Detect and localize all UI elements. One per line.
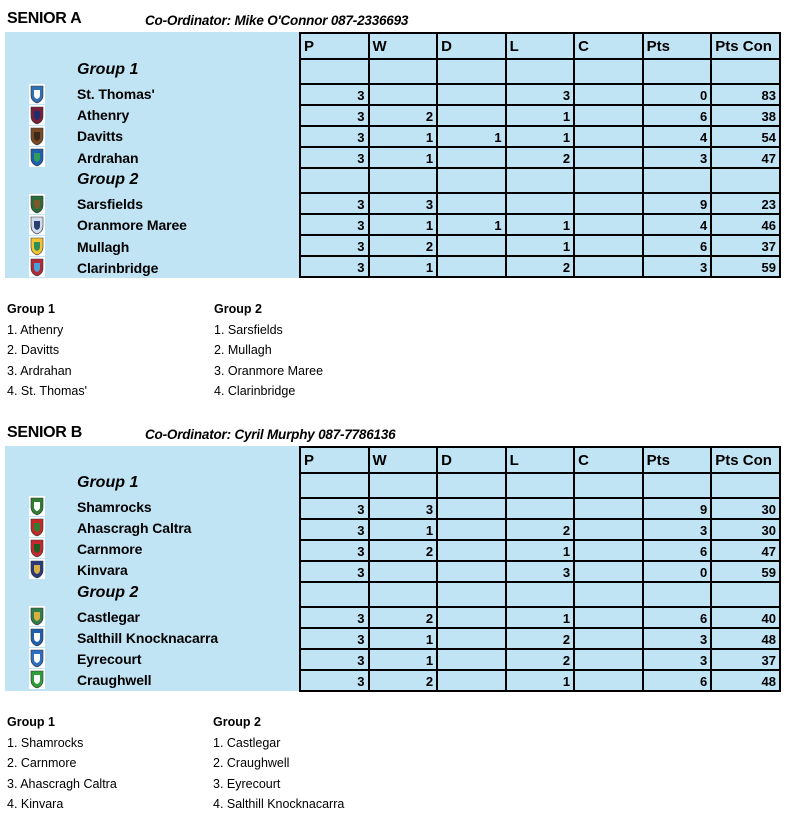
column-header-pts-con: Pts Con xyxy=(711,447,780,473)
oranmore-maree-crest-icon xyxy=(27,215,47,235)
cell-c xyxy=(574,84,643,105)
cell-d xyxy=(437,193,506,214)
table-row xyxy=(300,256,780,277)
empty-cell xyxy=(369,168,438,193)
cell-p: 3 xyxy=(300,519,369,540)
final-position-item: 4. Kinvara xyxy=(7,797,64,811)
cell-w: 1 xyxy=(369,628,438,649)
final-positions-heading: Group 1 xyxy=(7,715,55,729)
eyrecourt-crest-icon xyxy=(27,648,47,668)
final-positions-group-2 xyxy=(214,299,323,402)
cell-pts-con: 47 xyxy=(711,147,780,168)
cell-d xyxy=(437,628,506,649)
cell-c xyxy=(574,519,643,540)
column-header-c: C xyxy=(574,33,643,59)
cell-w: 1 xyxy=(369,519,438,540)
group-label: Group 1 xyxy=(77,61,139,78)
cell-l: 1 xyxy=(506,105,575,126)
group-rows xyxy=(300,59,780,168)
cell-w: 2 xyxy=(369,670,438,691)
cell-c xyxy=(574,670,643,691)
table-header-row xyxy=(300,33,780,59)
empty-cell xyxy=(300,582,369,607)
team-name: Sarsfields xyxy=(77,196,143,212)
empty-cell xyxy=(643,473,712,498)
cell-c xyxy=(574,561,643,582)
table-row xyxy=(300,540,780,561)
cell-l: 3 xyxy=(506,561,575,582)
group-spacer-row xyxy=(300,582,780,607)
cell-pts: 9 xyxy=(643,193,712,214)
cell-pts: 6 xyxy=(643,670,712,691)
cell-d xyxy=(437,498,506,519)
table-row xyxy=(300,649,780,670)
column-header-l: L xyxy=(506,447,575,473)
cell-c xyxy=(574,105,643,126)
cell-w: 2 xyxy=(369,607,438,628)
column-header-pts-con: Pts Con xyxy=(711,33,780,59)
ahascragh-caltra-crest-icon xyxy=(27,517,47,537)
cell-p: 3 xyxy=(300,256,369,277)
cell-pts: 3 xyxy=(643,649,712,670)
cell-pts: 6 xyxy=(643,607,712,628)
table-row xyxy=(300,235,780,256)
final-position-item: 3. Eyrecourt xyxy=(213,776,281,791)
group-spacer-row xyxy=(300,168,780,193)
column-header-l: L xyxy=(506,33,575,59)
team-labels-background xyxy=(5,446,299,691)
empty-cell xyxy=(437,473,506,498)
standings-table xyxy=(299,446,781,692)
cell-p: 3 xyxy=(300,214,369,235)
empty-cell xyxy=(574,168,643,193)
cell-l xyxy=(506,193,575,214)
final-positions-heading: Group 2 xyxy=(214,302,262,316)
final-position-item: 2. Mullagh xyxy=(214,343,272,357)
standings-table xyxy=(299,32,781,278)
empty-cell xyxy=(711,168,780,193)
empty-cell xyxy=(574,582,643,607)
cell-pts: 0 xyxy=(643,84,712,105)
cell-c xyxy=(574,649,643,670)
cell-p: 3 xyxy=(300,105,369,126)
cell-l: 2 xyxy=(506,628,575,649)
st-thomas-crest-icon xyxy=(27,84,47,104)
cell-d xyxy=(437,561,506,582)
team-labels-background xyxy=(5,32,299,278)
final-position-item: 4. Salthill Knocknacarra xyxy=(213,797,345,811)
table-row xyxy=(300,193,780,214)
cell-l: 2 xyxy=(506,256,575,277)
final-positions-group-2 xyxy=(213,712,344,815)
cell-l: 1 xyxy=(506,607,575,628)
final-positions-heading: Group 1 xyxy=(7,302,55,316)
cell-l: 3 xyxy=(506,84,575,105)
cell-p: 3 xyxy=(300,235,369,256)
cell-w: 3 xyxy=(369,498,438,519)
table-row xyxy=(300,607,780,628)
empty-cell xyxy=(369,582,438,607)
final-positions-group-1 xyxy=(7,299,87,402)
cell-l: 1 xyxy=(506,235,575,256)
table-row xyxy=(300,519,780,540)
cell-pts-con: 30 xyxy=(711,519,780,540)
group-spacer-row xyxy=(300,59,780,84)
standings-block xyxy=(5,446,781,692)
cell-c xyxy=(574,147,643,168)
mullagh-crest-icon xyxy=(27,236,47,256)
cell-c xyxy=(574,540,643,561)
section-title: SENIOR A xyxy=(7,10,82,27)
cell-d xyxy=(437,607,506,628)
team-name: Ardrahan xyxy=(77,150,139,166)
cell-pts-con: 46 xyxy=(711,214,780,235)
final-position-item: 2. Carnmore xyxy=(7,756,77,770)
clarinbridge-crest-icon xyxy=(27,257,47,277)
cell-w xyxy=(369,84,438,105)
salthill-knocknacarra-crest-icon xyxy=(27,627,47,647)
team-name: Carnmore xyxy=(77,541,143,557)
team-name: Castlegar xyxy=(77,609,140,625)
cell-l: 2 xyxy=(506,147,575,168)
team-name: Athenry xyxy=(77,107,130,123)
column-header-pts: Pts xyxy=(643,447,712,473)
cell-c xyxy=(574,256,643,277)
team-name: St. Thomas' xyxy=(77,86,155,102)
final-position-item: 1. Shamrocks xyxy=(7,735,84,750)
cell-p: 3 xyxy=(300,649,369,670)
column-header-p: P xyxy=(300,33,369,59)
team-name: Craughwell xyxy=(77,672,152,688)
empty-cell xyxy=(300,59,369,84)
table-row xyxy=(300,561,780,582)
athenry-crest-icon xyxy=(27,105,47,125)
cell-pts-con: 38 xyxy=(711,105,780,126)
ardrahan-crest-icon xyxy=(27,147,47,167)
table-row xyxy=(300,105,780,126)
team-name: Salthill Knocknacarra xyxy=(77,630,219,646)
cell-l: 1 xyxy=(506,540,575,561)
cell-l: 1 xyxy=(506,214,575,235)
cell-p: 3 xyxy=(300,84,369,105)
cell-d xyxy=(437,540,506,561)
column-header-w: W xyxy=(369,33,438,59)
empty-cell xyxy=(643,59,712,84)
cell-c xyxy=(574,126,643,147)
standings-block xyxy=(5,32,781,279)
cell-pts-con: 30 xyxy=(711,498,780,519)
cell-pts-con: 83 xyxy=(711,84,780,105)
empty-cell xyxy=(506,582,575,607)
empty-cell xyxy=(437,168,506,193)
empty-cell xyxy=(300,473,369,498)
column-header-d: D xyxy=(437,33,506,59)
table-row xyxy=(300,498,780,519)
cell-w xyxy=(369,561,438,582)
cell-p: 3 xyxy=(300,147,369,168)
cell-d xyxy=(437,84,506,105)
empty-cell xyxy=(369,473,438,498)
group-rows xyxy=(300,582,780,691)
column-header-w: W xyxy=(369,447,438,473)
carnmore-crest-icon xyxy=(27,538,47,558)
cell-w: 2 xyxy=(369,105,438,126)
cell-p: 3 xyxy=(300,498,369,519)
cell-p: 3 xyxy=(300,607,369,628)
table-row xyxy=(300,214,780,235)
empty-cell xyxy=(437,582,506,607)
cell-p: 3 xyxy=(300,540,369,561)
cell-pts-con: 37 xyxy=(711,649,780,670)
coordinator-info: Co-Ordinator: Mike O'Connor 087-2336693 xyxy=(145,13,409,28)
empty-cell xyxy=(506,59,575,84)
table-row xyxy=(300,147,780,168)
empty-cell xyxy=(711,59,780,84)
final-positions-heading: Group 2 xyxy=(213,715,261,729)
final-position-item: 3. Ahascragh Caltra xyxy=(7,776,117,791)
cell-d xyxy=(437,649,506,670)
final-position-item: 3. Ardrahan xyxy=(7,363,72,378)
group-label: Group 2 xyxy=(77,584,139,601)
final-position-item: 4. Clarinbridge xyxy=(214,384,296,398)
cell-pts: 9 xyxy=(643,498,712,519)
cell-pts-con: 23 xyxy=(711,193,780,214)
cell-w: 1 xyxy=(369,126,438,147)
group-spacer-row xyxy=(300,473,780,498)
cell-pts: 0 xyxy=(643,561,712,582)
table-header-row xyxy=(300,447,780,473)
cell-pts: 6 xyxy=(643,235,712,256)
cell-c xyxy=(574,193,643,214)
final-position-item: 2. Davitts xyxy=(7,343,60,357)
team-name: Mullagh xyxy=(77,239,130,255)
cell-w: 3 xyxy=(369,193,438,214)
cell-pts: 3 xyxy=(643,147,712,168)
section-title: SENIOR B xyxy=(7,424,82,441)
cell-pts-con: 54 xyxy=(711,126,780,147)
castlegar-crest-icon xyxy=(27,606,47,626)
cell-l xyxy=(506,498,575,519)
cell-pts: 6 xyxy=(643,105,712,126)
shamrocks-crest-icon xyxy=(27,496,47,516)
cell-pts: 3 xyxy=(643,519,712,540)
cell-pts: 6 xyxy=(643,540,712,561)
cell-pts: 3 xyxy=(643,256,712,277)
cell-p: 3 xyxy=(300,670,369,691)
cell-p: 3 xyxy=(300,126,369,147)
team-name: Ahascragh Caltra xyxy=(77,520,192,536)
cell-w: 1 xyxy=(369,214,438,235)
cell-p: 3 xyxy=(300,193,369,214)
final-positions-group-1 xyxy=(7,712,117,815)
davitts-crest-icon xyxy=(27,126,47,146)
empty-cell xyxy=(506,168,575,193)
final-position-item: 1. Athenry xyxy=(7,322,64,337)
sarsfields-crest-icon xyxy=(27,194,47,214)
table-row xyxy=(300,670,780,691)
cell-w: 1 xyxy=(369,256,438,277)
column-header-d: D xyxy=(437,447,506,473)
cell-p: 3 xyxy=(300,628,369,649)
empty-cell xyxy=(574,473,643,498)
team-name: Clarinbridge xyxy=(77,260,159,276)
column-header-p: P xyxy=(300,447,369,473)
final-position-item: 1. Castlegar xyxy=(213,735,281,750)
cell-w: 2 xyxy=(369,540,438,561)
final-position-item: 3. Oranmore Maree xyxy=(214,363,324,378)
team-name: Davitts xyxy=(77,128,123,144)
cell-pts-con: 47 xyxy=(711,540,780,561)
empty-cell xyxy=(643,582,712,607)
table-row xyxy=(300,628,780,649)
team-name: Eyrecourt xyxy=(77,651,142,667)
cell-pts-con: 59 xyxy=(711,561,780,582)
kinvara-crest-icon xyxy=(27,559,47,579)
cell-c xyxy=(574,498,643,519)
cell-d: 1 xyxy=(437,214,506,235)
craughwell-crest-icon xyxy=(27,669,47,689)
cell-pts-con: 37 xyxy=(711,235,780,256)
coordinator-info: Co-Ordinator: Cyril Murphy 087-7786136 xyxy=(145,427,396,442)
cell-w: 1 xyxy=(369,649,438,670)
empty-cell xyxy=(711,473,780,498)
group-label: Group 2 xyxy=(77,171,139,188)
column-header-c: C xyxy=(574,447,643,473)
cell-p: 3 xyxy=(300,561,369,582)
cell-c xyxy=(574,607,643,628)
table-row xyxy=(300,84,780,105)
empty-cell xyxy=(369,59,438,84)
empty-cell xyxy=(437,59,506,84)
cell-pts: 4 xyxy=(643,126,712,147)
cell-pts: 3 xyxy=(643,628,712,649)
cell-w: 2 xyxy=(369,235,438,256)
team-name: Oranmore Maree xyxy=(77,217,187,233)
group-rows xyxy=(300,473,780,582)
final-position-item: 4. St. Thomas' xyxy=(7,384,87,398)
group-rows xyxy=(300,168,780,277)
final-position-item: 2. Craughwell xyxy=(213,756,290,770)
empty-cell xyxy=(300,168,369,193)
cell-l: 1 xyxy=(506,126,575,147)
cell-d xyxy=(437,105,506,126)
final-position-item: 1. Sarsfields xyxy=(214,322,283,337)
cell-l: 1 xyxy=(506,670,575,691)
cell-l: 2 xyxy=(506,519,575,540)
cell-pts-con: 48 xyxy=(711,670,780,691)
cell-d xyxy=(437,519,506,540)
team-name: Kinvara xyxy=(77,562,128,578)
cell-c xyxy=(574,235,643,256)
team-name: Shamrocks xyxy=(77,499,152,515)
group-label: Group 1 xyxy=(77,474,139,491)
empty-cell xyxy=(643,168,712,193)
cell-d xyxy=(437,235,506,256)
cell-d xyxy=(437,256,506,277)
cell-w: 1 xyxy=(369,147,438,168)
cell-c xyxy=(574,628,643,649)
cell-l: 2 xyxy=(506,649,575,670)
empty-cell xyxy=(506,473,575,498)
empty-cell xyxy=(574,59,643,84)
cell-pts-con: 48 xyxy=(711,628,780,649)
cell-pts-con: 40 xyxy=(711,607,780,628)
cell-d xyxy=(437,670,506,691)
column-header-pts: Pts xyxy=(643,33,712,59)
cell-pts-con: 59 xyxy=(711,256,780,277)
cell-d: 1 xyxy=(437,126,506,147)
empty-cell xyxy=(711,582,780,607)
cell-d xyxy=(437,147,506,168)
table-row xyxy=(300,126,780,147)
cell-c xyxy=(574,214,643,235)
cell-pts: 4 xyxy=(643,214,712,235)
